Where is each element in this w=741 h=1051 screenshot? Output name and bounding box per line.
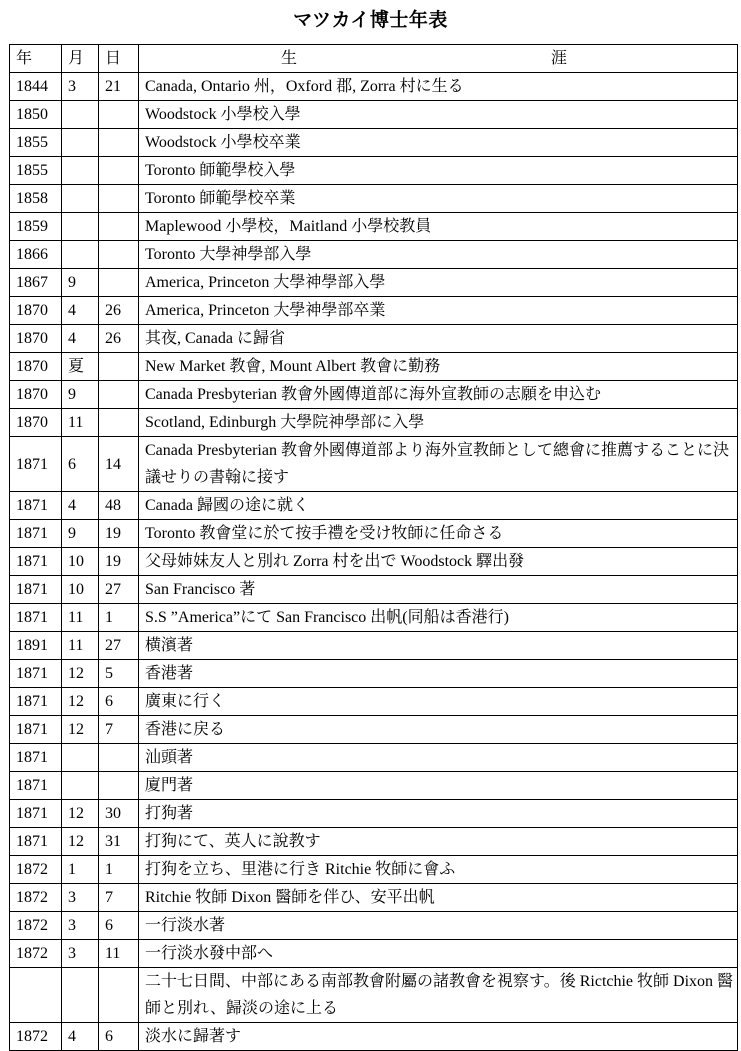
- cell-day: [99, 185, 139, 213]
- cell-event: San Francisco 著: [139, 576, 738, 604]
- header-year: 年: [10, 45, 62, 73]
- cell-year: 1855: [10, 157, 62, 185]
- cell-day: [99, 772, 139, 800]
- table-row: [10, 828, 738, 856]
- cell-event: Toronto 師範學校卒業: [139, 185, 738, 213]
- cell-month: 9: [62, 381, 99, 409]
- cell-month: 11: [62, 604, 99, 632]
- cell-event: Maplewood 小學校，Maitland 小學校教員: [139, 213, 738, 241]
- cell-year: 1871: [10, 604, 62, 632]
- cell-day: [99, 213, 139, 241]
- cell-year: 1872: [10, 912, 62, 940]
- cell-day: [99, 381, 139, 409]
- table-row: [10, 185, 738, 213]
- table-row: [10, 325, 738, 353]
- cell-event: Canada, Ontario 州，Oxford 郡, Zorra 村に生る: [139, 73, 738, 101]
- cell-month: 3: [62, 884, 99, 912]
- cell-day: [99, 968, 139, 1023]
- cell-year: 1871: [10, 492, 62, 520]
- cell-year: 1859: [10, 213, 62, 241]
- table-row: [10, 157, 738, 185]
- cell-event: Toronto 大學神學部入學: [139, 241, 738, 269]
- header-day: 日: [99, 45, 139, 73]
- table-row: [10, 800, 738, 828]
- table-row: [10, 744, 738, 772]
- cell-event: Canada Presbyterian 教會外國傳道部に海外宣教師の志願を申込む: [139, 381, 738, 409]
- header-row: [10, 45, 738, 73]
- table-row: [10, 297, 738, 325]
- cell-year: 1870: [10, 297, 62, 325]
- cell-year: 1871: [10, 772, 62, 800]
- table-row: [10, 604, 738, 632]
- cell-year: [10, 968, 62, 1023]
- cell-month: 4: [62, 492, 99, 520]
- cell-month: 11: [62, 632, 99, 660]
- cell-month: 12: [62, 800, 99, 828]
- table-row: [10, 409, 738, 437]
- table-row: [10, 213, 738, 241]
- cell-event: Canada Presbyterian 教會外國傳道部より海外宣教師として總會に推薦することに決議せりの書翰に接す: [139, 437, 738, 492]
- cell-month: [62, 101, 99, 129]
- table-row: [10, 716, 738, 744]
- cell-month: 10: [62, 576, 99, 604]
- cell-event: Scotland, Edinburgh 大學院神學部に入學: [139, 409, 738, 437]
- table-row: [10, 688, 738, 716]
- cell-month: 6: [62, 437, 99, 492]
- cell-month: [62, 157, 99, 185]
- cell-day: 31: [99, 828, 139, 856]
- table-row: [10, 520, 738, 548]
- table-row: [10, 492, 738, 520]
- cell-event: Woodstock 小學校卒業: [139, 129, 738, 157]
- cell-month: 3: [62, 940, 99, 968]
- cell-day: 6: [99, 912, 139, 940]
- cell-year: 1871: [10, 660, 62, 688]
- cell-day: 30: [99, 800, 139, 828]
- cell-event: Toronto 師範學校入學: [139, 157, 738, 185]
- cell-year: 1871: [10, 744, 62, 772]
- cell-day: 27: [99, 576, 139, 604]
- cell-day: [99, 241, 139, 269]
- cell-month: 12: [62, 688, 99, 716]
- cell-event: 打狗にて、英人に說教す: [139, 828, 738, 856]
- cell-year: 1870: [10, 325, 62, 353]
- cell-event: Woodstock 小學校入學: [139, 101, 738, 129]
- table-row: [10, 968, 738, 1023]
- table-row: [10, 129, 738, 157]
- cell-event: 一行淡水發中部へ: [139, 940, 738, 968]
- cell-event: Toronto 教會堂に於て按手禮を受け牧師に任命さる: [139, 520, 738, 548]
- table-row: [10, 884, 738, 912]
- table-row: [10, 437, 738, 492]
- cell-day: 21: [99, 73, 139, 101]
- cell-event: Canada 歸國の途に就く: [139, 492, 738, 520]
- cell-day: [99, 744, 139, 772]
- cell-year: 1870: [10, 409, 62, 437]
- table-row: [10, 772, 738, 800]
- cell-day: 26: [99, 297, 139, 325]
- table-row: [10, 940, 738, 968]
- cell-event: 打狗著: [139, 800, 738, 828]
- cell-event: 父母姉妹友人と別れ Zorra 村を出で Woodstock 驛出發: [139, 548, 738, 576]
- cell-day: 19: [99, 548, 139, 576]
- cell-year: 1891: [10, 632, 62, 660]
- cell-day: 7: [99, 884, 139, 912]
- table-row: [10, 381, 738, 409]
- header-event-char-2: 涯: [551, 50, 568, 67]
- cell-day: 26: [99, 325, 139, 353]
- cell-day: 11: [99, 940, 139, 968]
- cell-month: 3: [62, 912, 99, 940]
- cell-day: [99, 101, 139, 129]
- page-title: マツカイ博士年表: [293, 9, 448, 31]
- cell-day: 7: [99, 716, 139, 744]
- cell-year: 1871: [10, 548, 62, 576]
- cell-month: [62, 185, 99, 213]
- cell-year: 1871: [10, 716, 62, 744]
- table-row: [10, 632, 738, 660]
- table-row: [10, 548, 738, 576]
- cell-event: 一行淡水著: [139, 912, 738, 940]
- cell-month: 1: [62, 856, 99, 884]
- cell-year: 1872: [10, 884, 62, 912]
- cell-event: New Market 教會, Mount Albert 教會に勤務: [139, 353, 738, 381]
- cell-event: 汕頭著: [139, 744, 738, 772]
- cell-month: 4: [62, 1023, 99, 1051]
- cell-month: 10: [62, 548, 99, 576]
- cell-month: [62, 968, 99, 1023]
- cell-event: 香港に戻る: [139, 716, 738, 744]
- cell-month: [62, 772, 99, 800]
- cell-event: 二十七日間、中部にある南部教會附屬の諸教會を視察す。後 Rictchie 牧師 Dixon 醫師と別れ、歸淡の途に上る: [139, 968, 738, 1023]
- cell-event: America, Princeton 大學神學部卒業: [139, 297, 738, 325]
- cell-year: 1872: [10, 856, 62, 884]
- cell-year: 1867: [10, 269, 62, 297]
- header-event: [139, 45, 738, 73]
- cell-day: 5: [99, 660, 139, 688]
- cell-year: 1850: [10, 101, 62, 129]
- cell-month: 9: [62, 520, 99, 548]
- header-event-char-1: 生: [281, 50, 298, 67]
- table-row: [10, 856, 738, 884]
- cell-day: 6: [99, 688, 139, 716]
- cell-day: 27: [99, 632, 139, 660]
- cell-event: 廈門著: [139, 772, 738, 800]
- cell-day: 48: [99, 492, 139, 520]
- cell-year: 1844: [10, 73, 62, 101]
- cell-event: 淡水に歸著す: [139, 1023, 738, 1051]
- cell-year: 1858: [10, 185, 62, 213]
- cell-year: 1871: [10, 800, 62, 828]
- cell-month: 夏: [62, 353, 99, 381]
- header-month: 月: [62, 45, 99, 73]
- cell-year: 1855: [10, 129, 62, 157]
- table-row: [10, 576, 738, 604]
- cell-year: 1871: [10, 828, 62, 856]
- cell-day: [99, 157, 139, 185]
- cell-year: 1871: [10, 576, 62, 604]
- table-row: [10, 912, 738, 940]
- cell-month: 4: [62, 297, 99, 325]
- cell-month: 9: [62, 269, 99, 297]
- cell-event: 香港著: [139, 660, 738, 688]
- table-row: [10, 73, 738, 101]
- cell-year: 1871: [10, 520, 62, 548]
- table-row: [10, 1023, 738, 1051]
- cell-year: 1866: [10, 241, 62, 269]
- cell-event: Ritchie 牧師 Dixon 醫師を伴ひ、安平出帆: [139, 884, 738, 912]
- cell-day: 1: [99, 856, 139, 884]
- cell-month: [62, 241, 99, 269]
- cell-year: 1870: [10, 353, 62, 381]
- cell-day: 19: [99, 520, 139, 548]
- cell-month: 12: [62, 828, 99, 856]
- cell-day: [99, 409, 139, 437]
- cell-month: [62, 213, 99, 241]
- cell-day: 6: [99, 1023, 139, 1051]
- cell-event: S.S ”America”にて San Francisco 出帆(同船は香港行): [139, 604, 738, 632]
- chronology-table: [9, 44, 738, 1051]
- cell-day: 14: [99, 437, 139, 492]
- cell-day: [99, 269, 139, 297]
- cell-month: 12: [62, 716, 99, 744]
- cell-event: America, Princeton 大學神學部入學: [139, 269, 738, 297]
- cell-event: 打狗を立ち、里港に行き Ritchie 牧師に會ふ: [139, 856, 738, 884]
- cell-day: [99, 353, 139, 381]
- cell-month: [62, 744, 99, 772]
- cell-day: [99, 129, 139, 157]
- cell-month: [62, 129, 99, 157]
- table-row: [10, 660, 738, 688]
- cell-year: 1872: [10, 940, 62, 968]
- cell-year: 1871: [10, 688, 62, 716]
- cell-year: 1872: [10, 1023, 62, 1051]
- cell-year: 1870: [10, 381, 62, 409]
- table-row: [10, 353, 738, 381]
- cell-year: 1871: [10, 437, 62, 492]
- cell-month: 11: [62, 409, 99, 437]
- cell-month: 4: [62, 325, 99, 353]
- table-row: [10, 241, 738, 269]
- cell-month: 12: [62, 660, 99, 688]
- table-row: [10, 269, 738, 297]
- cell-month: 3: [62, 73, 99, 101]
- table-row: [10, 101, 738, 129]
- cell-event: 横濱著: [139, 632, 738, 660]
- cell-event: 其夜, Canada に歸省: [139, 325, 738, 353]
- cell-day: 1: [99, 604, 139, 632]
- cell-event: 廣東に行く: [139, 688, 738, 716]
